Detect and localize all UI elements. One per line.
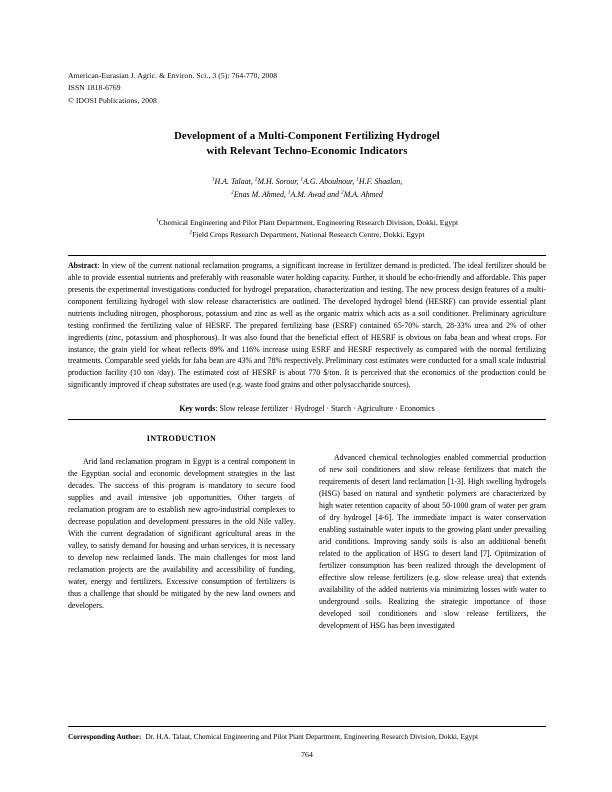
affiliation-marker: 1 <box>155 217 159 224</box>
title-line-1: Development of a Multi-Component Fertilizing Hydrogel <box>174 130 440 142</box>
journal-publisher: © IDOSI Publications, 2008 <box>68 95 157 105</box>
abstract <box>68 256 546 396</box>
corresponding-author <box>68 732 546 743</box>
keywords-text: Slow release fertilizer · Hydrogel · Starch · Agriculture · Economics <box>219 404 435 414</box>
keywords <box>68 396 546 419</box>
title-line-2: with Relevant Techno-Economic Indicators <box>206 145 408 157</box>
affiliation-text: Chemical Engineering and Pilot Plant Department, Engineering Research Division, Dokki, Egypt <box>158 218 459 228</box>
author-line-2 <box>68 189 546 202</box>
abstract-text: In view of the current national reclamation programs, a significant increase in fertilizer demand is predicted. The ideal fertilizer should be able to provide essential nutrients and preferably with reasonable water holding capacity. Further, it should be echo-friendly and affordable. This paper presents the experimental investigations conducted for hydrogel preparation, characterization and testing. The new process design features of a multi-component fertilizing hydrogel with slow release characteristics are outlined. The developed hydrogel blend (HESRF) can provide essential plant nutrients including nitrogen, phosphorous, potassium and zinc as well as the organic matrix which acts as a soil conditioner. Preliminary agriculture testing confirmed the fertilizing value of HESRF. The prepared fertilizing base (ESRF) contained 65-70% starch, 28-33% urea and 2% of other ingredients (zinc, potassium and phosphorous). It was also found that the beneficial effect of HESRF is obvious on faba bean and wheat crops. For instance, the grain yield for wheat reflects 89% and 116% increase using ESRF and HESRF respectively as compared with the normal fertilizing treatments. Comparable seed yields for faba bean are 43% and 78% respectively. Preliminary cost estimates were conducted for a small scale industrial production facility (10 ton /day). The estimated cost of HESRF is about 770 $/ton. It is perceived that the economics of the production could be significantly improved if cheap substrates are used (e.g. waste food grains and other polysaccharide sources). <box>68 261 547 390</box>
author-list <box>68 176 546 201</box>
left-column <box>68 433 295 632</box>
keywords-label: Key words <box>179 404 216 414</box>
page-number: 764 <box>301 749 313 759</box>
author-affiliation-marker: 2 <box>254 176 258 183</box>
page-footer <box>68 726 546 759</box>
affiliation-item <box>68 217 546 229</box>
abstract-label: Abstract <box>68 261 98 271</box>
journal-citation: American-Eurasian J. Agric. & Environ. Sci., 3 (5): 764-770, 2008 <box>68 71 278 80</box>
author-name: H.F. Shaalan, <box>358 176 403 186</box>
footer-rule <box>68 726 546 727</box>
left-column-paragraph: Arid land reclamation program in Egypt is a central component in the Egyptian social and economic development strategies in the last decades. The success of this program is mandatory to secure food supplies and avail intensive job opportunities. Other targets of reclamation program are to establish new agro-industrial complexes to decrease population and development pressures in the old Nile valley. With the current degradation of significant agricultural areas in the valley, to satisfy demand for housing and urban services, it is necessary to develop new reclaimed lands. The main challenges for most land reclamation projects are the availability and accessibility of funding, water, energy and fertilizers. Excessive consumption of fertilizers is thus a challenge that should be mitigated by the new land owners and developers. <box>68 457 295 611</box>
journal-header <box>68 70 546 107</box>
affiliation-list <box>68 217 546 241</box>
right-column-spacer <box>319 433 546 452</box>
author-affiliation-marker: 1 <box>211 176 215 183</box>
author-name: A.M. Awad and <box>290 189 342 199</box>
corresponding-author-label: Corresponding Author: <box>68 732 142 741</box>
affiliation-item <box>68 229 546 241</box>
page-content <box>68 70 546 632</box>
journal-issn: ISSN 1818-6769 <box>68 83 121 93</box>
author-name: Enas M. Ahmed, <box>233 189 288 199</box>
author-affiliation-marker: 2 <box>231 188 234 195</box>
right-column-paragraph: Advanced chemical technologies enabled commercial production of new soil conditioners and slow release fertilizers that match the requirements of desert land reclamation [1-3]. High swelling hydrogels (HSG) based on natural and synthetic polymers are characterized by high water retention capacity of about 50-1000 gram of water per gram of dry hydrogel [4-6]. The immediate impact is water conservation enabling sustainable water inputs to the growing plant under prevailing arid conditions. Improving sandy soils is also an additional benefit related to the application of HSG to desert land [7]. Optimization of fertilizer consumption has been realized through the development of effective slow release fertilizers (e.g. slow release urea) that extends availability of the added nutrients via minimizing losses with water to underground soils. Realizing the strategic importance of those developed soil conditioners and slow release fertilizers, the development of HSG has been investigated <box>319 453 546 631</box>
author-name: A.G. Aboulnour, <box>303 176 357 186</box>
author-affiliation-marker: 1 <box>356 176 359 183</box>
author-affiliation-marker: 1 <box>300 176 304 183</box>
author-name: M.A. Ahmed <box>343 189 383 199</box>
author-name: M.H. Sorour, <box>257 176 301 186</box>
author-name: H.A. Talaat, <box>214 176 255 186</box>
abstract-separator: : <box>97 261 102 271</box>
section-heading-introduction: INTRODUCTION <box>146 434 217 444</box>
corresponding-author-text: Dr. H.A. Talaat, Chemical Engineering and Pilot Plant Department, Engineering Research Division, Dokki, Egypt <box>145 732 478 741</box>
author-line-1 <box>68 176 546 189</box>
right-column <box>319 433 546 632</box>
affiliation-text: Field Crops Research Department, National Research Centre, Dokki, Egypt <box>192 230 425 240</box>
body-columns <box>68 433 546 632</box>
author-affiliation-marker: 2 <box>341 188 344 195</box>
keywords-separator: : <box>215 404 220 414</box>
abstract-bottom-rule <box>68 419 546 420</box>
page-title <box>68 129 546 159</box>
author-affiliation-marker: 1 <box>287 188 291 195</box>
affiliation-marker: 2 <box>189 229 193 236</box>
